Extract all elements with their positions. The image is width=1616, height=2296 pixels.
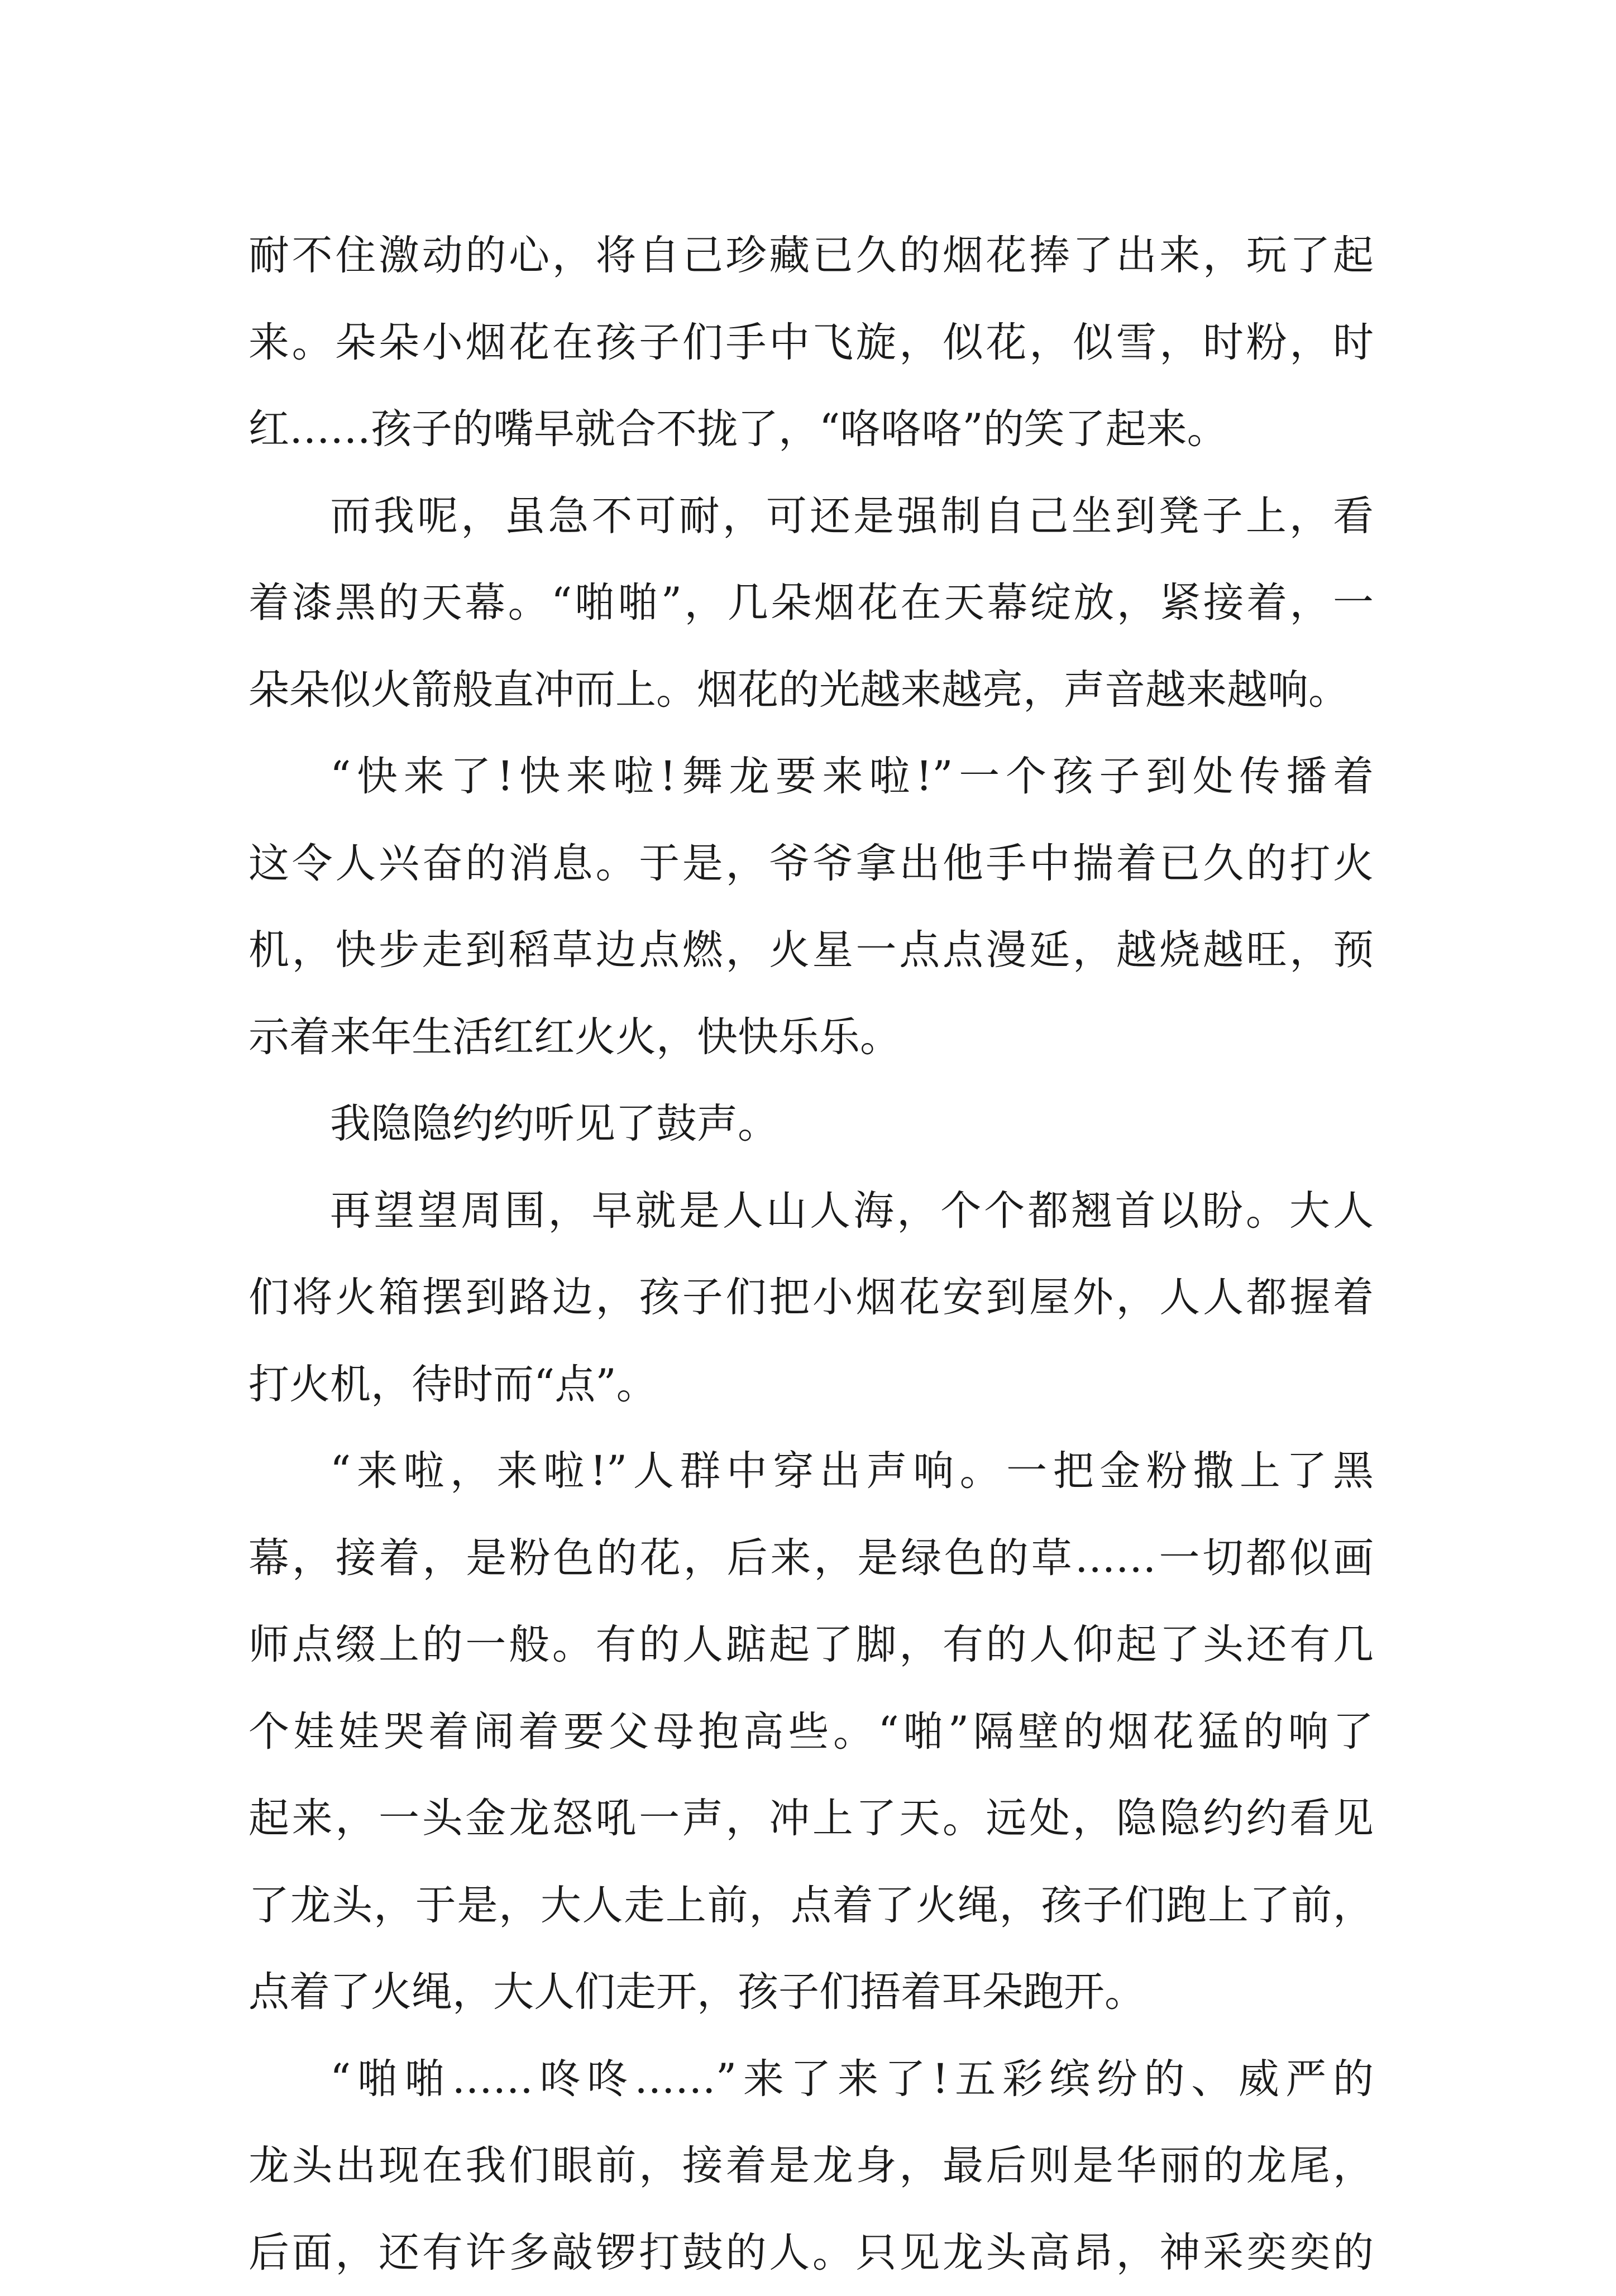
text-line: 师点缀上的一般。有的人踮起了脚，有的人仰起了头还有几: [248, 1601, 1374, 1688]
text-line: 朵朵似火箭般直冲而上。烟花的光越来越亮，声音越来越响。: [248, 647, 1374, 734]
text-line: 机，快步走到稻草边点燃，火星一点点漫延，越烧越旺，预: [248, 907, 1374, 994]
text-line: 这令人兴奋的消息。于是，爷爷拿出他手中揣着已久的打火: [248, 820, 1374, 907]
text-line: 而我呢，虽急不可耐，可还是强制自己坐到凳子上，看: [248, 473, 1374, 560]
text-line: 起来，一头金龙怒吼一声，冲上了天。远处，隐隐约约看见: [248, 1775, 1374, 1862]
text-line: “啪啪……咚咚……”来了来了!五彩缤纷的、威严的: [248, 2036, 1374, 2123]
text-line: 后面，还有许多敲锣打鼓的人。只见龙头高昂，神采奕奕的: [248, 2209, 1374, 2296]
text-line: 龙头出现在我们眼前，接着是龙身，最后则是华丽的龙尾，: [248, 2122, 1374, 2209]
body-text: [248, 212, 1374, 2296]
text-line: 来。朵朵小烟花在孩子们手中飞旋，似花，似雪，时粉，时: [248, 299, 1374, 386]
text-line: “来啦，来啦!”人群中穿出声响。一把金粉撒上了黑: [248, 1428, 1374, 1515]
text-line: “快来了!快来啦!舞龙要来啦!”一个孩子到处传播着: [248, 733, 1374, 820]
text-line: 个娃娃哭着闹着要父母抱高些。“啪”隔壁的烟花猛的响了: [248, 1688, 1374, 1776]
text-line: 我隐隐约约听见了鼓声。: [248, 1080, 1374, 1168]
text-line: 示着来年生活红红火火，快快乐乐。: [248, 994, 1374, 1081]
text-line: 幕，接着，是粉色的花，后来，是绿色的草……一切都似画: [248, 1515, 1374, 1602]
text-line: 着漆黑的天幕。“啪啪”，几朵烟花在天幕绽放，紧接着，一: [248, 559, 1374, 647]
text-line: 点着了火绳，大人们走开，孩子们捂着耳朵跑开。: [248, 1949, 1374, 2036]
text-line: 红……孩子的嘴早就合不拢了，“咯咯咯”的笑了起来。: [248, 386, 1374, 473]
text-line: 耐不住激动的心，将自己珍藏已久的烟花捧了出来，玩了起: [248, 212, 1374, 299]
text-line: 再望望周围，早就是人山人海，个个都翘首以盼。大人: [248, 1168, 1374, 1255]
text-line: 们将火箱摆到路边，孩子们把小烟花安到屋外，人人都握着: [248, 1254, 1374, 1341]
text-line: 打火机，待时而“点”。: [248, 1341, 1374, 1428]
text-line: 了龙头，于是，大人走上前，点着了火绳，孩子们跑上了前，: [248, 1862, 1374, 1949]
